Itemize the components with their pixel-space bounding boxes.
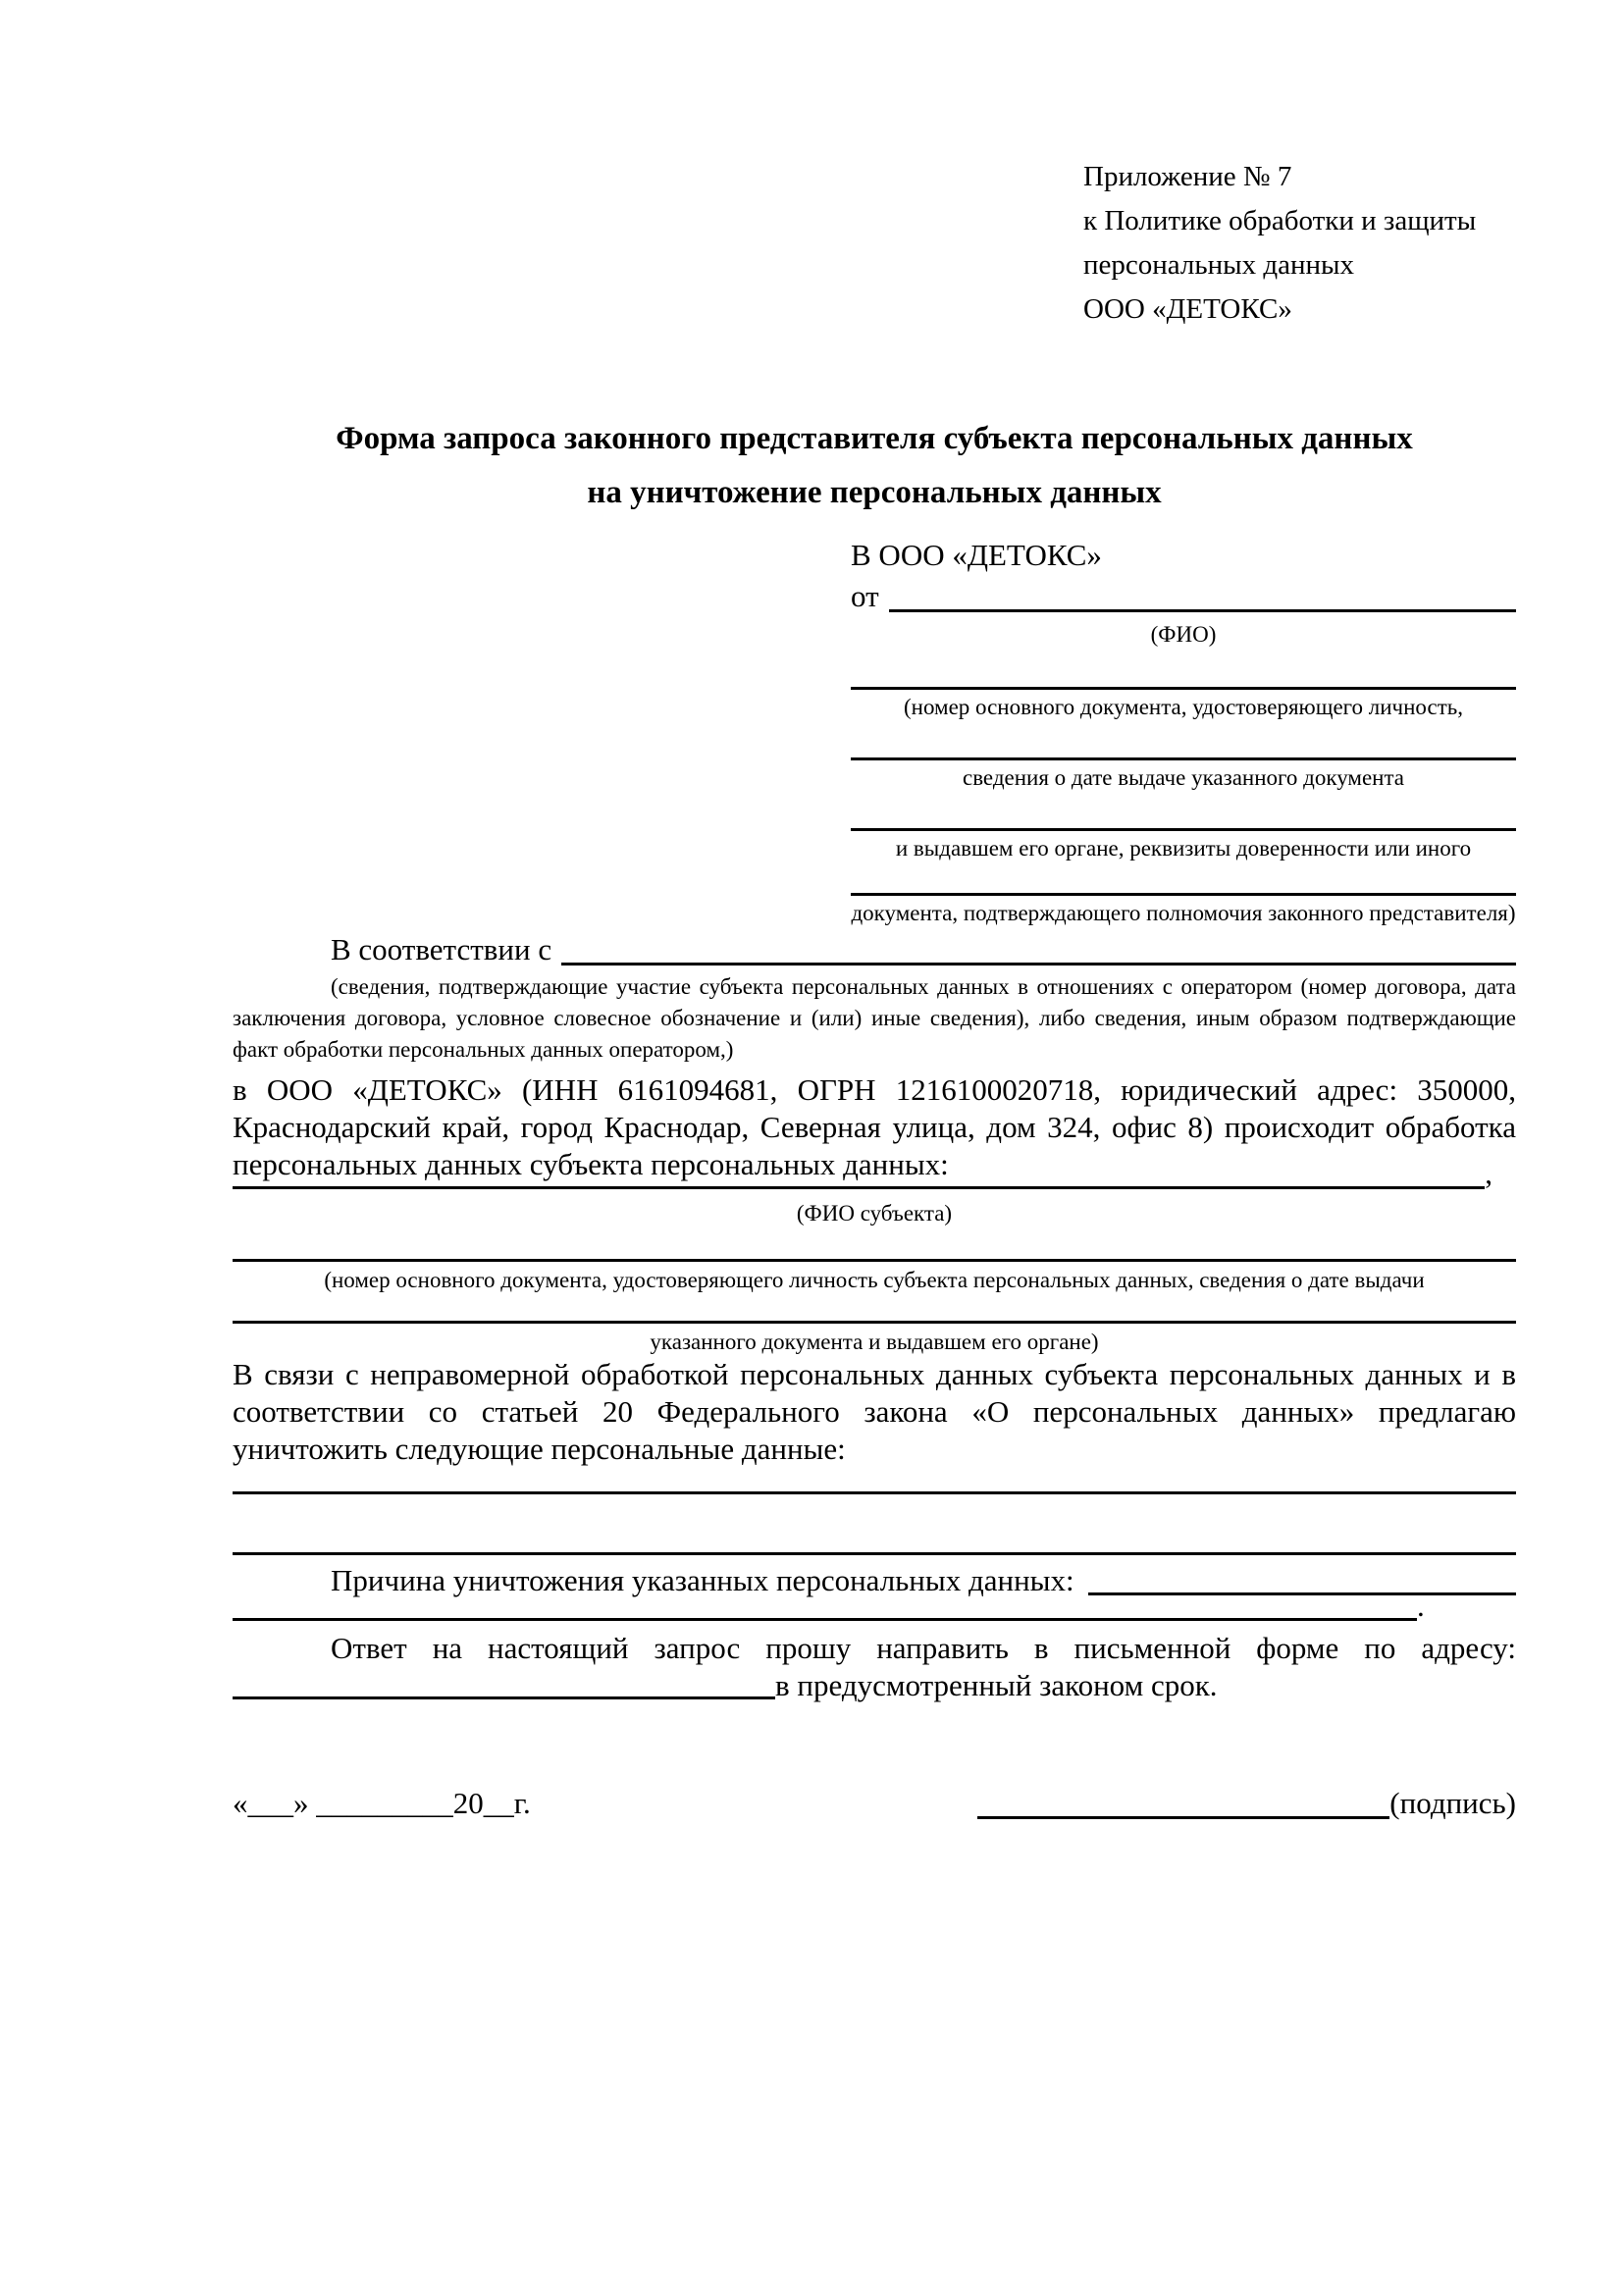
- annex-line: Приложение № 7: [1083, 161, 1292, 192]
- reply-term-text: в предусмотренный законом срок.: [775, 1668, 1218, 1702]
- subject-fio-blank-line: [233, 1154, 1485, 1189]
- representative-doc-blank-line: [851, 828, 1516, 831]
- according-label: В соответствии с: [331, 932, 552, 966]
- title-line-1: Форма запроса законного представителя субъекта персональных данных: [336, 421, 1413, 456]
- according-note: (сведения, подтверждающие участие субъекта персональных данных в отношениях с оператором (номер договора, дата заключения договора, условное словесное обозначение и (или) иные сведения), либо сведения, иным образом подтверждающие факт обработки персональных данных оператором,): [233, 974, 1516, 1062]
- reason-continuation-row: [233, 1588, 1516, 1625]
- subject-fio-row: [233, 1154, 1516, 1193]
- annex-line: ООО «ДЕТОКС»: [1083, 293, 1292, 325]
- representative-doc-caption: (номер основного документа, удостоверяющего личность,: [903, 695, 1463, 719]
- representative-doc-caption: документа, подтверждающего полномочия законного представителя): [851, 901, 1516, 925]
- according-blank-line: [561, 930, 1516, 965]
- comma-mark: ,: [1485, 1156, 1492, 1190]
- subject-fio-caption: (ФИО субъекта): [796, 1201, 953, 1226]
- representative-doc-caption: сведения о дате выдаче указанного документа: [962, 765, 1405, 790]
- date-signature-row: [233, 1784, 1516, 1823]
- period-mark: .: [1417, 1589, 1425, 1623]
- address-blank-line: [233, 1668, 775, 1699]
- reply-request-line: Ответ на настоящий запрос прошу направить в письменной форме по адресу:: [331, 1631, 1516, 1665]
- representative-doc-blank-line: [851, 687, 1516, 690]
- annex-line: персональных данных: [1083, 249, 1355, 281]
- representative-doc-blank-line: [851, 893, 1516, 896]
- fio-blank-line: [889, 577, 1516, 612]
- reason-blank-line: [233, 1588, 1417, 1621]
- title-line-2: на уничтожение персональных данных: [587, 475, 1162, 510]
- operator-paragraph: в ООО «ДЕТОКС» (ИНН 6161094681, ОГРН 1216100020718, юридический адрес: 350000, Краснодарский край, город Краснодар, Северная улица, дом 324, офис 8) происходит обработка персональных данных субъекта персональных данных:: [233, 1072, 1516, 1181]
- reason-label: Причина уничтожения указанных персональных данных:: [331, 1563, 1074, 1597]
- from-label: от: [851, 579, 879, 613]
- annex-line: к Политике обработки и защиты: [1083, 205, 1477, 236]
- representative-doc-blank-line: [851, 757, 1516, 760]
- signature-caption: (подпись): [1389, 1786, 1516, 1820]
- reply-address-row: [233, 1668, 1516, 1703]
- signature-blank-line: [977, 1784, 1389, 1819]
- addressee-from-row: [851, 577, 1516, 616]
- data-to-destroy-blank-line: [233, 1552, 1516, 1555]
- subject-doc-blank-line: [233, 1321, 1516, 1324]
- addressee-to: В ООО «ДЕТОКС»: [851, 538, 1102, 572]
- according-row: [233, 930, 1516, 969]
- subject-doc-blank-line: [233, 1259, 1516, 1262]
- annex-header: [1083, 155, 1476, 332]
- signature-area: [977, 1784, 1516, 1823]
- date-blank: «___» _________20__г.: [233, 1786, 531, 1820]
- document-title: [233, 412, 1516, 520]
- subject-doc-caption: (номер основного документа, удостоверяющего личность субъекта персональных данных, сведения о дате выдачи: [324, 1268, 1425, 1292]
- data-to-destroy-blank-line: [233, 1491, 1516, 1494]
- fio-caption: (ФИО): [1150, 622, 1217, 647]
- demand-paragraph: В связи с неправомерной обработкой персональных данных субъекта персональных данных и в соответствии со статьей 20 Федерального закона «О персональных данных» предлагаю уничтожить следующие персональные данные:: [233, 1357, 1516, 1466]
- representative-doc-caption: и выдавшем его органе, реквизиты доверенности или иного: [895, 836, 1472, 861]
- subject-doc-caption: указанного документа и выдавшем его органе): [650, 1330, 1099, 1354]
